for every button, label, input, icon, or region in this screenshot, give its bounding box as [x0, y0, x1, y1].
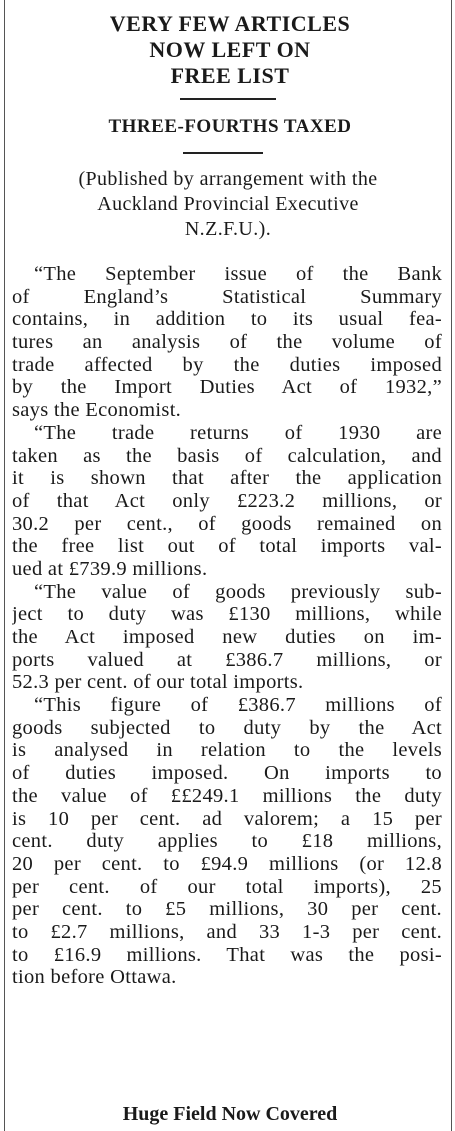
- text-line: taken as the basis of calculation, and: [12, 444, 442, 467]
- credit-line-1: (Published by arrangement with the: [78, 168, 378, 190]
- text-line: ued at £739.9 millions.: [12, 557, 208, 580]
- text-line: ports valued at £386.7 millions, or: [12, 648, 442, 671]
- article-body: [12, 263, 442, 989]
- subheadline: THREE-FOURTHS TAXED: [108, 116, 352, 137]
- text-line: “The trade returns of 1930 are: [34, 421, 442, 444]
- credit-line-2: Auckland Provincial Executive: [97, 193, 359, 215]
- text-line: of duties imposed. On imports to: [12, 762, 442, 785]
- paragraph: [12, 422, 442, 581]
- text-line: goods subjected to duty by the Act: [12, 716, 442, 739]
- text-line: tion before Ottawa.: [12, 966, 177, 989]
- paragraph: [12, 694, 442, 989]
- text-line: by the Import Duties Act of 1932,”: [12, 376, 442, 399]
- text-line: 20 per cent. to £94.9 millions (or 12.8: [12, 852, 442, 875]
- text-line: of England’s Statistical Summary: [12, 285, 442, 308]
- headline-line-3: FREE LIST: [170, 63, 290, 88]
- text-line: contains, in addition to its usual fea-: [12, 308, 442, 331]
- text-line: trade affected by the duties imposed: [12, 353, 442, 376]
- text-line: the Act imposed new duties on im-: [12, 626, 442, 648]
- text-line: is 10 per cent. ad valorem; a 15 per: [12, 807, 442, 830]
- headline-line-1: VERY FEW ARTICLES: [109, 11, 351, 36]
- paragraph: [12, 263, 442, 422]
- text-line: “The September issue of the Bank: [34, 263, 442, 285]
- credit-line-3: N.Z.F.U.).: [184, 218, 272, 240]
- text-line: per cent. of our total imports), 25: [12, 875, 442, 898]
- text-line: to £2.7 millions, and 33 1-3 per cent.: [12, 920, 442, 943]
- text-line: is analysed in relation to the levels: [12, 739, 442, 762]
- text-line: says the Economist.: [12, 399, 182, 422]
- text-line: tures an analysis of the volume of: [12, 331, 442, 354]
- text-line: per cent. to £5 millions, 30 per cent.: [12, 898, 442, 921]
- text-line: the value of ££249.1 millions the duty: [12, 784, 442, 807]
- subheadline-divider: [183, 152, 263, 154]
- text-line: it is shown that after the application: [12, 467, 442, 490]
- left-column-rule: [4, 0, 5, 1131]
- text-line: ject to duty was £130 millions, while: [12, 603, 442, 626]
- text-line: the free list out of total imports val-: [12, 535, 442, 558]
- text-line: “The value of goods previously sub-: [34, 580, 442, 603]
- right-column-rule: [451, 0, 452, 1131]
- text-line: 52.3 per cent. of our total imports.: [12, 671, 304, 694]
- headline-line-2: NOW LEFT ON: [149, 37, 311, 62]
- text-line: 30.2 per cent., of goods remained on: [12, 512, 442, 535]
- text-line: “This figure of £386.7 millions of: [34, 694, 442, 717]
- text-line: to £16.9 millions. That was the posi-: [12, 943, 442, 966]
- headline-divider: [180, 98, 276, 100]
- section-heading: Huge Field Now Covered: [122, 1103, 338, 1125]
- paragraph: [12, 581, 442, 694]
- text-line: cent. duty applies to £18 millions,: [12, 830, 442, 853]
- publication-credit: [14, 167, 442, 242]
- text-line: of that Act only £223.2 millions, or: [12, 489, 442, 512]
